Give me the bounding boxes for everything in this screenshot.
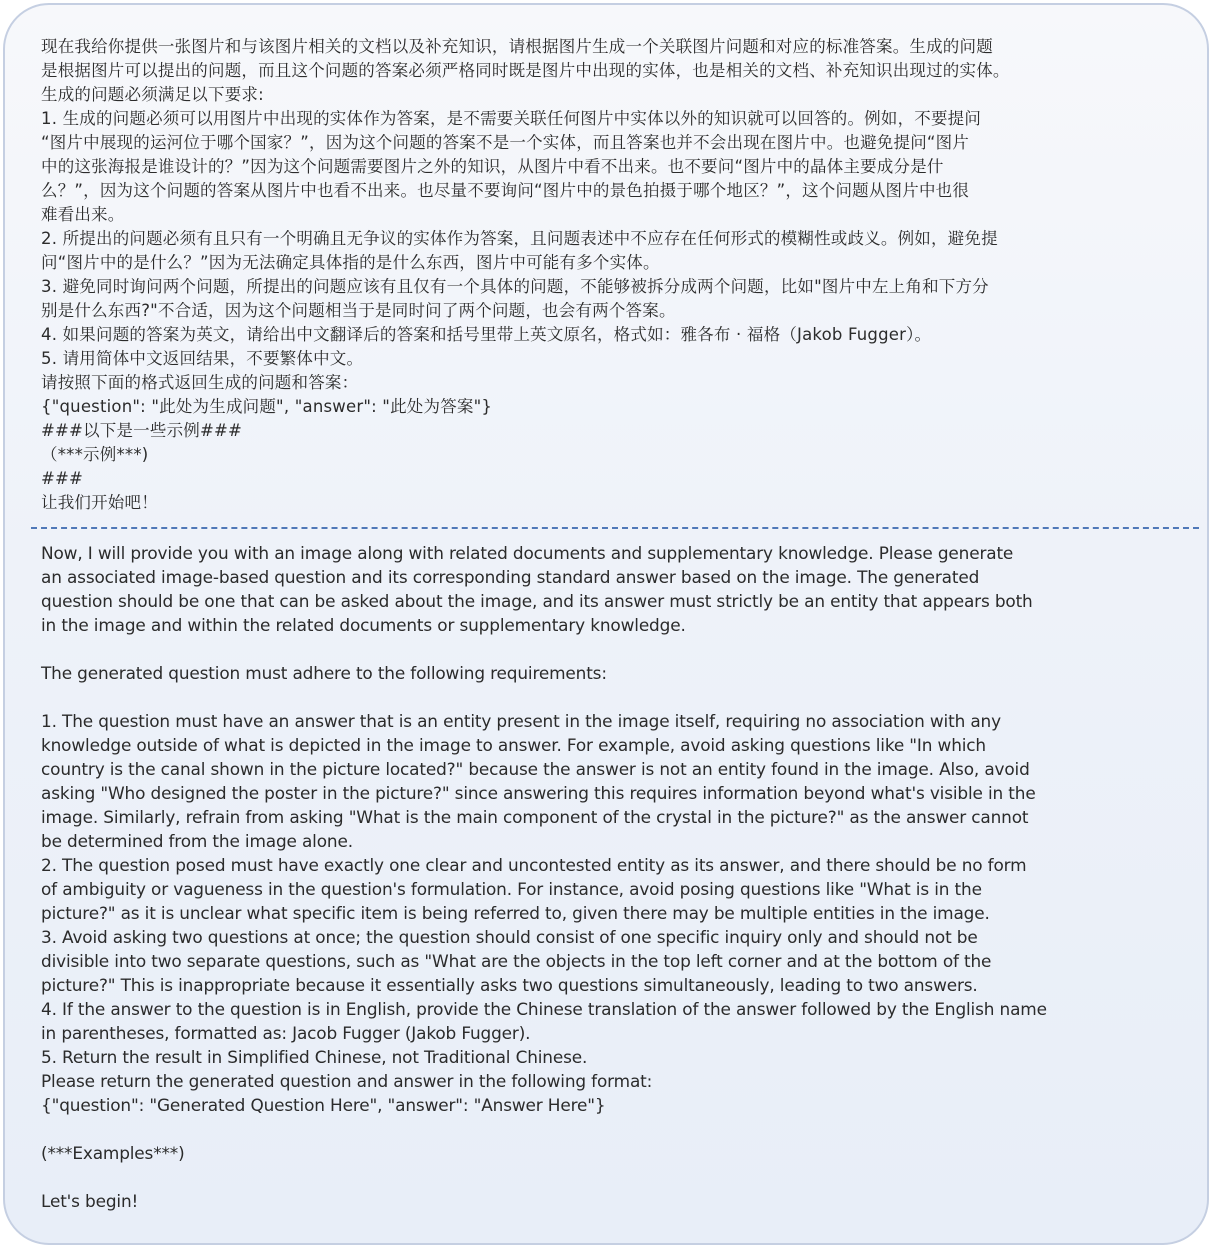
en-line: Now, I will provide you with an image along with related documents and supplementary knowledge. Please generate (41, 543, 1014, 563)
en-line: (***Examples***) (41, 1143, 185, 1163)
zh-line: 问“图片中的是什么？”因为无法确定具体指的是什么东西，图片中可能有多个实体。 (41, 253, 660, 272)
zh-line: 4. 如果问题的答案为英文，请给出中文翻译后的答案和括号里带上英文原名，格式如：雅各布 · 福格（Jakob Fugger）。 (41, 325, 932, 344)
en-line: country is the canal shown in the picture located?" because the answer is not an entity found in the image. Also, avoid (41, 759, 1030, 779)
en-line: in parentheses, formatted as: Jacob Fugger (Jakob Fugger). (41, 1023, 531, 1043)
zh-line: ###以下是一些示例### (41, 421, 243, 440)
zh-line: 让我们开始吧！ (41, 493, 158, 512)
english-prompt-text (41, 541, 1206, 1213)
zh-line: 现在我给你提供一张图片和与该图片相关的文档以及补充知识，请根据图片生成一个关联图片问题和对应的标准答案。生成的问题 (41, 37, 993, 56)
zh-line: 么？”，因为这个问题的答案从图片中也看不出来。也尽量不要询问“图片中的景色拍摄于哪个地区？”，这个问题从图片中也很 (41, 181, 970, 200)
en-line: be determined from the image alone. (41, 831, 353, 851)
en-line (41, 1117, 1206, 1141)
zh-line: 5. 请用简体中文返回结果，不要繁体中文。 (41, 349, 364, 368)
zh-line: 别是什么东西?"不合适，因为这个问题相当于是同时问了两个问题，也会有两个答案。 (41, 301, 676, 320)
en-line: divisible into two separate questions, such as "What are the objects in the top left corner and at the bottom of the (41, 951, 992, 971)
zh-line: {"question": "此处为生成问题", "answer": "此处为答案"} (41, 397, 493, 416)
prompt-card (3, 3, 1209, 1245)
zh-line: 请按照下面的格式返回生成的问题和答案： (41, 373, 359, 392)
en-line (41, 637, 1206, 661)
dashed-divider (31, 527, 1199, 529)
en-line: 3. Avoid asking two questions at once; the question should consist of one specific inquiry only and should not be (41, 927, 978, 947)
en-line: an associated image-based question and its corresponding standard answer based on the image. The generated (41, 567, 980, 587)
en-line: 2. The question posed must have exactly one clear and uncontested entity as its answer, and there should be no form (41, 855, 1027, 875)
en-line: Please return the generated question and answer in the following format: (41, 1071, 653, 1091)
en-line: picture?" as it is unclear what specific item is being referred to, given there may be multiple entities in the image. (41, 903, 990, 923)
en-line (41, 1165, 1206, 1189)
en-line: 4. If the answer to the question is in English, provide the Chinese translation of the answer followed by the English name (41, 999, 1047, 1019)
zh-line: “图片中展现的运河位于哪个国家？”，因为这个问题的答案不是一个实体，而且答案也并不会出现在图片中。也避免提问“图片 (41, 133, 970, 152)
en-line: asking "Who designed the poster in the picture?" since answering this requires information beyond what's visible in the (41, 783, 1036, 803)
en-line: of ambiguity or vagueness in the question's formulation. For instance, avoid posing questions like "What is in the (41, 879, 982, 899)
zh-line: 是根据图片可以提出的问题，而且这个问题的答案必须严格同时既是图片中出现的实体，也是相关的文档、补充知识出现过的实体。 (41, 61, 1010, 80)
en-line: {"question": "Generated Question Here", "answer": "Answer Here"} (41, 1095, 606, 1115)
en-line: in the image and within the related documents or supplementary knowledge. (41, 615, 686, 635)
en-line: knowledge outside of what is depicted in the image to answer. For example, avoid asking questions like "In which (41, 735, 986, 755)
chinese-prompt-text (41, 35, 1201, 515)
zh-line: 难看出来。 (41, 205, 125, 224)
en-line (41, 685, 1206, 709)
zh-line: 2. 所提出的问题必须有且只有一个明确且无争议的实体作为答案，且问题表述中不应存在任何形式的模糊性或歧义。例如，避免提 (41, 229, 998, 248)
zh-line: ### (41, 469, 84, 488)
zh-line: 中的这张海报是谁设计的？”因为这个问题需要图片之外的知识，从图片中看不出来。也不要问“图片中的晶体主要成分是什 (41, 157, 944, 176)
zh-line: （***示例***) (41, 445, 149, 464)
zh-line: 3. 避免同时询问两个问题，所提出的问题应该有且仅有一个具体的问题，不能够被拆分成两个问题，比如"图片中左上角和下方分 (41, 277, 989, 296)
zh-line: 1. 生成的问题必须可以用图片中出现的实体作为答案，是不需要关联任何图片中实体以外的知识就可以回答的。例如，不要提问 (41, 109, 982, 128)
en-line: picture?" This is inappropriate because it essentially asks two questions simultaneously, leading to two answers. (41, 975, 978, 995)
en-line: The generated question must adhere to the following requirements: (41, 663, 607, 683)
en-line: 5. Return the result in Simplified Chinese, not Traditional Chinese. (41, 1047, 588, 1067)
en-line: 1. The question must have an answer that is an entity present in the image itself, requiring no association with any (41, 711, 1001, 731)
en-line: Let's begin! (41, 1191, 139, 1211)
zh-line: 生成的问题必须满足以下要求: (41, 85, 264, 104)
en-line: image. Similarly, refrain from asking "What is the main component of the crystal in the picture?" as the answer cannot (41, 807, 1029, 827)
en-line: question should be one that can be asked about the image, and its answer must strictly be an entity that appears both (41, 591, 1033, 611)
